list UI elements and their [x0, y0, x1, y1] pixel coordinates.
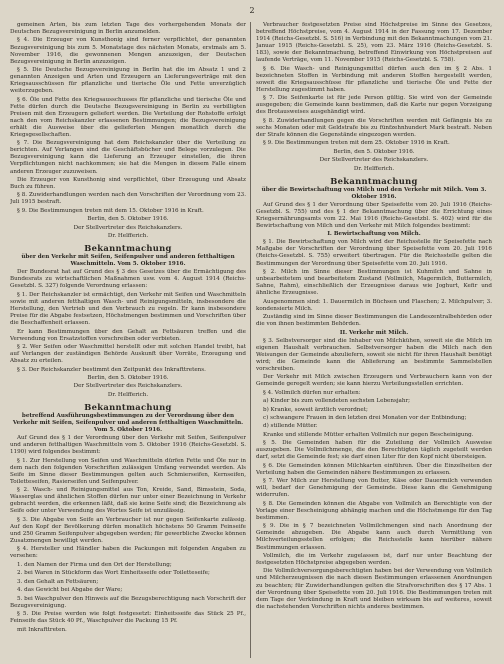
right-paragraph: § 7. Wer Milch zur Herstellung von Butter, Käse oder Dauermilch verwenden will, bedarf der Genehmigung der Gemeinde. Diese kann die Genehmigung widerrufen. — [256, 478, 492, 499]
left-paragraph: § 2. Wasch- und Reinigungsmittel aus Ton, Kreide, Sand, Bimsstein, Soda, Wasserglas und ähnlichen Stoffen dürfen nur unter einer Bezeichnung in Verkehr gebracht werden, die erkennen läßt, daß sie keine Seife sind; die Bezeichnung als Seife oder unter Verwendung des Wortes Seife ist unzulässig. — [10, 487, 246, 515]
right-paragraph: Ausgenommen sind: 1. Dauermilch in Büchsen und Flaschen; 2. Milchpulver; 3. kondensierte Milch. — [256, 298, 492, 312]
left-column — [10, 22, 246, 635]
left-paragraph: Auf Grund des § 1 der Verordnung über den Verkehr mit Seifen, Seifenpulver und anderen fetthaltigen Waschmitteln vom 5. Oktober 1916 (Reichs-Gesetzbl. S. 1190) wird folgendes bestimmt: — [10, 435, 246, 456]
left-paragraph: mit Inkrafttreten. — [17, 626, 67, 633]
left-signature-line: Der Stellvertreter des Reichskanzlers. — [73, 383, 183, 390]
left-subheading: betreffend Ausführungsbestimmungen zu der Verordnung über den Verkehr mit Seifen, Seifenpulver und anderen fetthaltigen Waschmitteln. Vom 5. Oktober 1916. — [12, 412, 244, 433]
left-signature-line: Der Stellvertreter des Reichskanzlers. — [73, 224, 183, 231]
left-paragraph: 3. den Gehalt an Fettsäuren; — [17, 578, 99, 585]
right-paragraph: Die Vollmilchversorgungsberechtigten haben bei der Verwendung von Vollmilch und Milcherzeugnissen die nach diesen Bestimmungen erlassenen Anordnungen zu beachten; für Zuwiderhandlungen gelten die Strafvorschriften des § 17 Abs. 1 der Verordnung über Speisefette vom 20. Juli 1916. Die Bestimmungen treten mit dem Tage der Verkündung in Kraft und bleiben wirksam bis auf weiteres, soweit die nachstehenden Vorschriften nichts anderes bestimmen. — [256, 568, 492, 610]
right-paragraph: § 9. Die Bestimmungen treten mit dem 25. Oktober 1916 in Kraft. — [263, 140, 450, 147]
right-paragraph: § 7. Die Seifenkarte ist für jede Person gültig. Sie wird von der Gemeinde ausgegeben; die Gemeinde kann bestimmen, daß die Karte nur gegen Vorzeigung des Brotausweises ausgehändigt wird. — [256, 95, 492, 116]
right-paragraph: § 6. Die Gemeinden können Milchkarten einführen. Über die Einzelheiten der Verteilung haben die Gemeinden nähere Bestimmungen zu erlassen. — [256, 462, 492, 476]
right-paragraph: Verbraucher festgesetzten Preise sind Höchstpreise im Sinne des Gesetzes, betreffend Höchstpreise, vom 4. August 1914 in der Fassung vom 17. Dezember 1914 (Reichs-Gesetzbl. S. 516) in Verbindung mit den Bekanntmachungen vom 21. Januar 1915 (Reichs-Gesetzbl. S. 25), vom 23. März 1916 (Reichs-Gesetzbl. S. 183), sowie der Bekanntmachung, betreffend Einwirkung von Höchstpreisen auf laufende Verträge, vom 11. November 1915 (Reichs-Gesetzbl. S. 758). — [256, 22, 492, 64]
right-column — [256, 22, 492, 612]
left-paragraph: § 8. Zuwiderhandlungen werden nach den Vorschriften der Verordnung vom 23. Juli 1915 bestraft. — [10, 192, 246, 206]
left-paragraph: § 1. Der Reichskanzler ist ermächtigt, den Verkehr mit Seifen und Waschmitteln sowie mit anderen fetthaltigen Wasch- und Reinigungsmitteln, insbesondere die Herstellung, den Vertrieb und den Verbrauch zu regeln. Er kann insbesondere Preise für die Abgabe festsetzen, Höchstmengen bestimmen und Vorschriften über die Beschaffenheit erlassen. — [10, 291, 246, 327]
left-signature-line: Berlin, den 5. Oktober 1916. — [87, 374, 169, 381]
left-paragraph: § 4. Die Erzeuger von Kunsthonig sind ferner verpflichtet, der genannten Bezugsvereinigung bis zum 5. Monatstage des nächsten Monats, erstmals am 5. November 1916, die gewonnenen Mengen anzuzeigen, der Deutschen Bezugsvereinigung in Berlin anzuzeigen. — [10, 37, 246, 65]
right-subheading: II. Verkehr mit Milch. — [339, 329, 409, 336]
right-paragraph: § 4. Vollmilch dürfen nur erhalten: — [263, 389, 361, 396]
right-paragraph: § 8. Zuwiderhandlungen gegen die Vorschriften werden mit Gefängnis bis zu sechs Monaten oder mit Geldstrafe bis zu fünfzehnhundert Mark bestraft. Neben der Strafe können die Gegenstände eingezogen werden. — [256, 117, 492, 138]
left-paragraph: Die Erzeuger von Kunsthonig sind verpflichtet, über Erzeugung und Absatz Buch zu führen. — [10, 176, 246, 190]
right-paragraph: c) schwangere Frauen in den letzten drei Monaten vor der Entbindung; — [263, 414, 467, 421]
left-paragraph: 5. bei Waschpulver den Hinweis auf die Bezugsberechtigung nach Vorschrift der Bezugsvereinigung. — [10, 595, 246, 609]
right-paragraph: Kranke und stillende Mütter erhalten Vollmilch nur gegen Bescheinigung. — [263, 431, 474, 438]
right-paragraph: b) Kranke, soweit ärztlich verordnet; — [263, 406, 368, 413]
right-paragraph: Auf Grund des § 1 der Verordnung über Speisefette vom 20. Juli 1916 (Reichs-Gesetzbl. S. 755) und des § 1 der Bekanntmachung über die Errichtung eines Kriegsernährungsamts vom 22. Mai 1916 (Reichs-Gesetzbl. S. 402) wird für die Bewirtschaftung von Milch und den Verkehr mit Milch folgendes bestimmt: — [256, 201, 492, 229]
left-signature-line: Berlin, den 5. Oktober 1916. — [87, 216, 169, 223]
right-signature-line: Dr. Helfferich. — [353, 165, 395, 172]
right-paragraph: Vollmilch, die im Verkehr zugelassen ist, darf nur unter Beachtung der festgesetzten Höchstpreise abgegeben werden. — [256, 552, 492, 566]
left-heading: Bekanntmachung — [84, 243, 172, 254]
left-heading: Bekanntmachung — [84, 401, 172, 412]
left-paragraph: 2. bei Waren in Stückform das Wort Einheitsseife oder Toiletteseife; — [17, 570, 210, 577]
left-paragraph: § 9. Die Bestimmungen treten mit dem 15. Oktober 1916 in Kraft. — [17, 207, 204, 214]
left-paragraph: § 2. Wer Seifen oder Waschmittel herstellt oder mit solchen Handel treibt, hat auf Verlangen der zuständigen Behörde Auskunft über Vorräte, Erzeugung und Absatz zu erteilen. — [10, 344, 246, 365]
right-paragraph: § 9. Die in § 7 bezeichneten Vollmilchmengen sind nach Anordnung der Gemeinde abzugeben. Die Abgabe kann auch durch Vermittlung von Milchverteilungsstellen erfolgen; die Reichsstelle kann hierüber nähere Bestimmungen erlassen. — [256, 523, 492, 551]
right-paragraph: Der Verkehr mit Milch zwischen Erzeugern und Verbrauchern kann von der Gemeinde geregelt werden; sie kann hierzu Verteilungsstellen errichten. — [256, 374, 492, 388]
right-paragraph: Zuständig sind im Sinne dieser Bestimmungen die Landeszentralbehörden oder die von ihnen bestimmten Behörden. — [256, 314, 492, 328]
left-paragraph: Er kann Bestimmungen über den Gehalt an Fettsäuren treffen und die Verwendung von Ersatzstoffen vorschreiben oder verbieten. — [10, 328, 246, 342]
left-paragraph: Der Bundesrat hat auf Grund des § 3 des Gesetzes über die Ermächtigung des Bundesrats zu wirtschaftlichen Maßnahmen usw. vom 4. August 1914 (Reichs-Gesetzbl. S. 327) folgende Verordnung erlassen: — [10, 269, 246, 290]
left-paragraph: § 5. Die Deutsche Bezugsvereinigung in Berlin hat die im Absatz 1 und 2 genannten Anzeigen und Arten und Erzeugern an Lieferungsverträge mit den Kriegsausschüssen für pflanzliche und tierische Öle und Fette unverzüglich weiterzugeben. — [10, 67, 246, 95]
left-paragraph: 4. das Gewicht bei Abgabe der Ware; — [17, 587, 123, 594]
left-signature-line: Dr. Helfferich. — [107, 233, 149, 240]
left-paragraph: gemeinen Arten, bis zum letzten Tage des vorhergehenden Monats der Deutschen Bezugsvereinigung in Berlin anzumelden. — [10, 22, 246, 36]
right-signature-line: Berlin, den 5. Oktober 1916. — [333, 148, 415, 155]
left-paragraph: § 7. Die Bezugsvereinigung hat dem Reichskanzler über die Verteilung zu berichten. Auf Verlangen sind die Geschäftsbücher und Belege vorzulegen. Die Bezugsvereinigung kann die Lieferung an Erzeuger einstellen, die ihren Verpflichtungen nicht nachkommen; sie hat die Mengen in diesem Falle einem anderen Erzeuger zuzuweisen. — [10, 140, 246, 175]
page-number: 2 — [249, 6, 255, 15]
left-paragraph: § 3. Der Reichskanzler bestimmt den Zeitpunkt des Inkrafttretens. — [17, 366, 206, 373]
left-paragraph: § 4. Hersteller und Händler haben die Packungen mit folgenden Angaben zu versehen: — [10, 546, 246, 560]
left-paragraph: 1. den Namen der Firma und den Ort der Herstellung; — [17, 561, 172, 568]
right-heading: Bekanntmachung — [330, 175, 418, 186]
right-paragraph: § 3. Selbstversorger sind die Inhaber von Milchkühen, soweit sie die Milch im eigenen Haushalt verbrauchen. Selbstversorger haben die Milch nach den Weisungen der Gemeinde abzuliefern, soweit sie nicht für ihren Haushalt benötigt wird; die Gemeinde kann die Ablieferung an bestimmte Sammelstellen vorschreiben. — [256, 337, 492, 372]
left-subheading: über den Verkehr mit Seifen, Seifenpulver und anderen fetthaltigen Waschmitteln. Vom 5. Oktober 1916. — [21, 254, 235, 268]
left-paragraph: § 1. Zur Herstellung von Seifen und Waschmitteln dürfen Fette und Öle nur in dem nach den folgenden Vorschriften zulässigen Umfang verwendet werden. Als Seife im Sinne dieser Bestimmungen gelten auch Schmierseifen, Kernseifen, Toiletteseifen, Rasierseifen und Seifenpulver. — [10, 457, 246, 485]
right-paragraph: § 2. Milch im Sinne dieser Bestimmungen ist Kuhmilch und Sahne in unbearbeitetem und bearbeitetem Zustand (Vollmilch, Magermilch, Buttermilch, Sahne, Rahm), einschließlich der Erzeugnisse daraus wie Joghurt, Kefir und ähnliche Erzeugnisse. — [256, 268, 492, 297]
column-divider — [250, 22, 251, 658]
left-paragraph: § 5. Die Preise werden wie folgt festgesetzt: Einheitsseife das Stück 25 Pf., Feinseife das Stück 40 Pf., Waschpulver die Packung 15 Pf. — [10, 611, 246, 625]
right-paragraph: § 1. Die Bewirtschaftung von Milch wird der Reichsstelle für Speisefette nach Maßgabe der Vorschriften der Verordnung über Speisefette vom 20. Juli 1916 (Reichs-Gesetzbl. S. 755) erweitert übertragen. Für die Reichsstelle gelten die Bestimmungen der Verordnung über Speisefette vom 20. Juli 1916. — [256, 239, 492, 267]
right-paragraph: § 6. Die Wasch- und Reinigungsmittel dürfen auch den im § 2 Abs. 1 bezeichneten Stoffen in Verbindung mit anderen Stoffen hergestellt werden, soweit die Kriegsausschüsse für pflanzliche und tierische Öle und Fette der Herstellung zugestimmt haben. — [256, 65, 492, 93]
left-paragraph: § 3. Die Abgabe von Seife an Verbraucher ist nur gegen Seifenkarte zulässig. Auf den Kopf der Bevölkerung dürfen monatlich höchstens 50 Gramm Feinseife und 250 Gramm Seifenpulver abgegeben werden; für gewerbliche Zwecke können Zusatzmengen bewilligt werden. — [10, 516, 246, 544]
right-subheading: I. Bewirtschaftung von Milch. — [327, 231, 421, 238]
right-paragraph: § 5. Die Gemeinden haben für die Zuteilung der Vollmilch Ausweise auszugeben. Die Vollmilchmenge, die den Berechtigten täglich zugeteilt werden darf, setzt die Gemeinde fest; sie darf einen Liter für den Kopf nicht übersteigen. — [256, 440, 492, 461]
left-signature-line: Dr. Helfferich. — [107, 391, 149, 398]
right-paragraph: a) Kinder bis zum vollendeten sechsten Lebensjahr; — [263, 398, 411, 405]
right-paragraph: § 8. Die Gemeinden können die Abgabe von Vollmilch an Berechtigte von der Vorlage einer Bescheinigung abhängig machen und die Höchstmenge für den Tag bestimmen. — [256, 500, 492, 521]
right-paragraph: d) stillende Mütter. — [263, 423, 318, 430]
right-signature-line: Der Stellvertreter des Reichskanzlers. — [319, 157, 429, 164]
right-subheading: über die Bewirtschaftung von Milch und den Verkehr mit Milch. Vom 3. Oktober 1916. — [261, 186, 487, 200]
left-paragraph: § 6. Öle und Fette des Kriegsausschusses für pflanzliche und tierische Öle und Fette dürfen durch die Deutsche Bezugsvereinigung in Berlin zu verbilligten Preisen mit den Erzeugern geliefert werden. Die Verteilung der Rohstoffe erfolgt nach den vom Reichskanzler erlassenen Bestimmungen; die Bezugsvereinigung erhält die Ausweise über die gelieferten Mengen monatlich durch die Kriegsgesellschaften. — [10, 96, 246, 138]
